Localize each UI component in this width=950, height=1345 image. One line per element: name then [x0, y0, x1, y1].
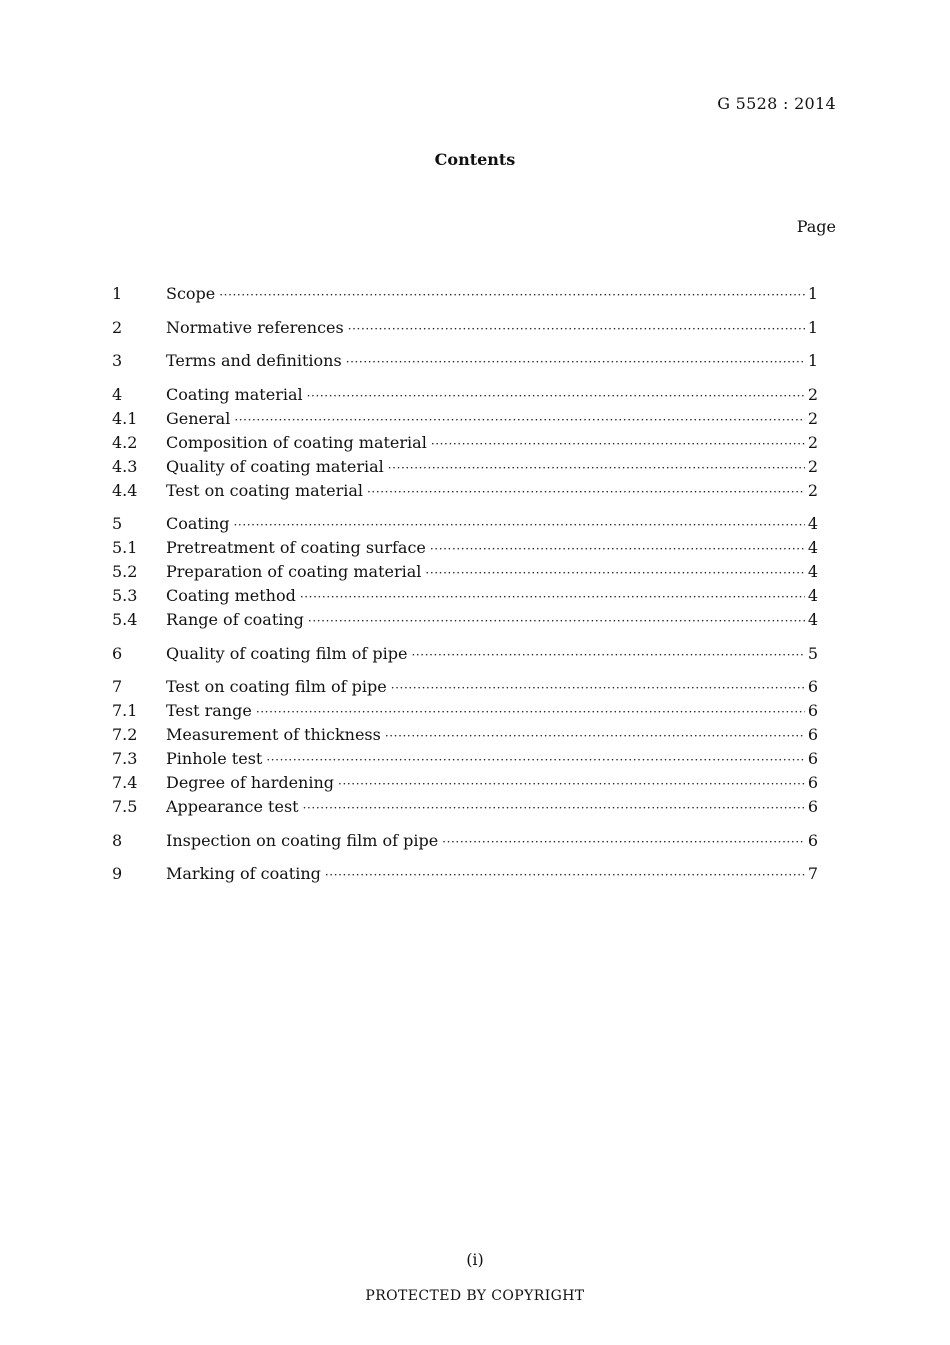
toc-entry-title: Coating method [166, 586, 296, 605]
toc-dot-leader [425, 561, 804, 585]
toc-entry[interactable] [112, 316, 818, 340]
toc-dot-leader [303, 796, 805, 820]
document-number: G 5528 : 2014 [717, 94, 836, 113]
toc-entry-page: 4 [807, 610, 818, 629]
toc-entry-page: 4 [807, 514, 818, 533]
toc-dot-leader [348, 317, 805, 341]
toc-entry-title: Appearance test [166, 797, 299, 816]
toc-entry-title: Marking of coating [166, 864, 321, 883]
toc-entry-title: Pretreatment of coating surface [166, 538, 426, 557]
toc-entry[interactable] [112, 584, 818, 608]
toc-entry[interactable] [112, 642, 818, 666]
toc-entry-title: Quality of coating material [166, 456, 384, 476]
toc-entry-number: 9 [112, 864, 123, 883]
toc-entry[interactable] [112, 407, 818, 431]
toc-entry-title: Normative references [166, 317, 344, 337]
toc-entry[interactable] [112, 608, 818, 632]
toc-entry-title: Terms and definitions [166, 351, 342, 370]
toc-entry-title: Degree of hardening [166, 773, 335, 792]
toc-dot-leader [411, 643, 804, 667]
toc-dot-leader [300, 585, 805, 609]
toc-entry-number: 7.5 [112, 797, 138, 816]
toc-dot-leader [219, 283, 805, 307]
toc-entry[interactable] [112, 431, 818, 455]
toc-entry[interactable] [112, 862, 818, 886]
toc-dot-leader [385, 724, 805, 748]
toc-dot-leader [234, 408, 804, 432]
toc-entry-page: 1 [807, 317, 818, 337]
table-of-contents [112, 282, 818, 886]
toc-entry-title: Test on coating film of pipe [166, 677, 387, 696]
toc-entry-page: 5 [807, 643, 818, 663]
toc-entry-title: Range of coating [166, 610, 304, 629]
toc-entry-page: 1 [807, 284, 818, 303]
toc-entry-number: 5.3 [112, 586, 138, 605]
page-column-label: Page [796, 217, 836, 236]
toc-entry-number: 1 [112, 284, 123, 303]
toc-entry-title: Scope [166, 284, 216, 303]
toc-dot-leader [442, 830, 805, 854]
toc-entry[interactable] [112, 455, 818, 479]
toc-entry-page: 4 [807, 586, 818, 605]
toc-entry-page: 4 [807, 538, 818, 557]
toc-entry-page: 6 [807, 773, 818, 792]
toc-entry-page: 1 [807, 351, 818, 370]
toc-entry-page: 6 [807, 725, 818, 744]
toc-entry-page: 2 [807, 432, 818, 452]
toc-entry-number: 5 [112, 514, 123, 533]
toc-entry-number: 4 [112, 384, 123, 404]
toc-entry[interactable] [112, 479, 818, 503]
toc-entry[interactable] [112, 560, 818, 584]
toc-entry-number: 8 [112, 830, 123, 850]
toc-dot-leader [338, 772, 805, 796]
toc-entry-page: 2 [807, 480, 818, 500]
toc-entry-title: Coating material [166, 384, 303, 404]
toc-dot-leader [256, 700, 805, 724]
toc-entry-number: 4.4 [112, 480, 138, 500]
toc-dot-leader [367, 480, 805, 504]
copyright-notice: PROTECTED BY COPYRIGHT [365, 1288, 585, 1304]
toc-entry[interactable] [112, 512, 818, 536]
toc-entry-page: 6 [807, 701, 818, 720]
toc-dot-leader [234, 513, 805, 537]
toc-entry-number: 7.4 [112, 773, 138, 792]
toc-entry-page: 6 [807, 797, 818, 816]
toc-entry-page: 2 [807, 456, 818, 476]
toc-entry-title: Test range [166, 701, 252, 720]
toc-entry[interactable] [112, 349, 818, 373]
toc-entry-number: 3 [112, 351, 123, 370]
toc-entry-page: 2 [807, 384, 818, 404]
toc-entry[interactable] [112, 699, 818, 723]
toc-entry-title: Inspection on coating film of pipe [166, 830, 439, 850]
toc-entry[interactable] [112, 282, 818, 306]
toc-entry[interactable] [112, 795, 818, 819]
toc-entry-title: Test on coating material [166, 480, 363, 500]
toc-entry-title: Quality of coating film of pipe [166, 643, 408, 663]
toc-entry[interactable] [112, 771, 818, 795]
toc-entry-title: Measurement of thickness [166, 725, 381, 744]
toc-entry-number: 5.2 [112, 562, 138, 581]
toc-entry-title: Coating [166, 514, 230, 533]
toc-entry-number: 7.1 [112, 701, 138, 720]
toc-entry[interactable] [112, 829, 818, 853]
footer-page-number: (i) [466, 1250, 484, 1269]
toc-entry-page: 4 [807, 562, 818, 581]
toc-dot-leader [431, 432, 805, 456]
toc-entry-number: 2 [112, 317, 123, 337]
toc-entry[interactable] [112, 675, 818, 699]
toc-entry-title: General [166, 408, 231, 428]
toc-dot-leader [266, 748, 804, 772]
toc-entry-title: Preparation of coating material [166, 562, 422, 581]
toc-dot-leader [308, 609, 805, 633]
toc-entry-number: 7.3 [112, 749, 138, 768]
toc-entry[interactable] [112, 383, 818, 407]
toc-entry-title: Pinhole test [166, 749, 263, 768]
page-title: Contents [434, 150, 516, 169]
toc-entry-page: 6 [807, 830, 818, 850]
toc-entry-page: 6 [807, 749, 818, 768]
toc-dot-leader [325, 863, 805, 887]
toc-entry-number: 4.1 [112, 408, 138, 428]
toc-entry-number: 7.2 [112, 725, 138, 744]
toc-entry-number: 4.3 [112, 456, 138, 476]
toc-entry-number: 6 [112, 643, 123, 663]
toc-entry-page: 2 [807, 408, 818, 428]
toc-entry[interactable] [112, 536, 818, 560]
toc-entry-number: 4.2 [112, 432, 138, 452]
toc-dot-leader [391, 676, 805, 700]
toc-entry-number: 7 [112, 677, 123, 696]
toc-entry[interactable] [112, 747, 818, 771]
toc-dot-leader [388, 456, 805, 480]
toc-entry-page: 7 [807, 864, 818, 883]
toc-entry-number: 5.4 [112, 610, 138, 629]
toc-entry-number: 5.1 [112, 538, 138, 557]
toc-entry-page: 6 [807, 677, 818, 696]
toc-dot-leader [307, 384, 805, 408]
toc-entry-title: Composition of coating material [166, 432, 427, 452]
toc-entry[interactable] [112, 723, 818, 747]
toc-dot-leader [430, 537, 805, 561]
toc-dot-leader [346, 350, 805, 374]
